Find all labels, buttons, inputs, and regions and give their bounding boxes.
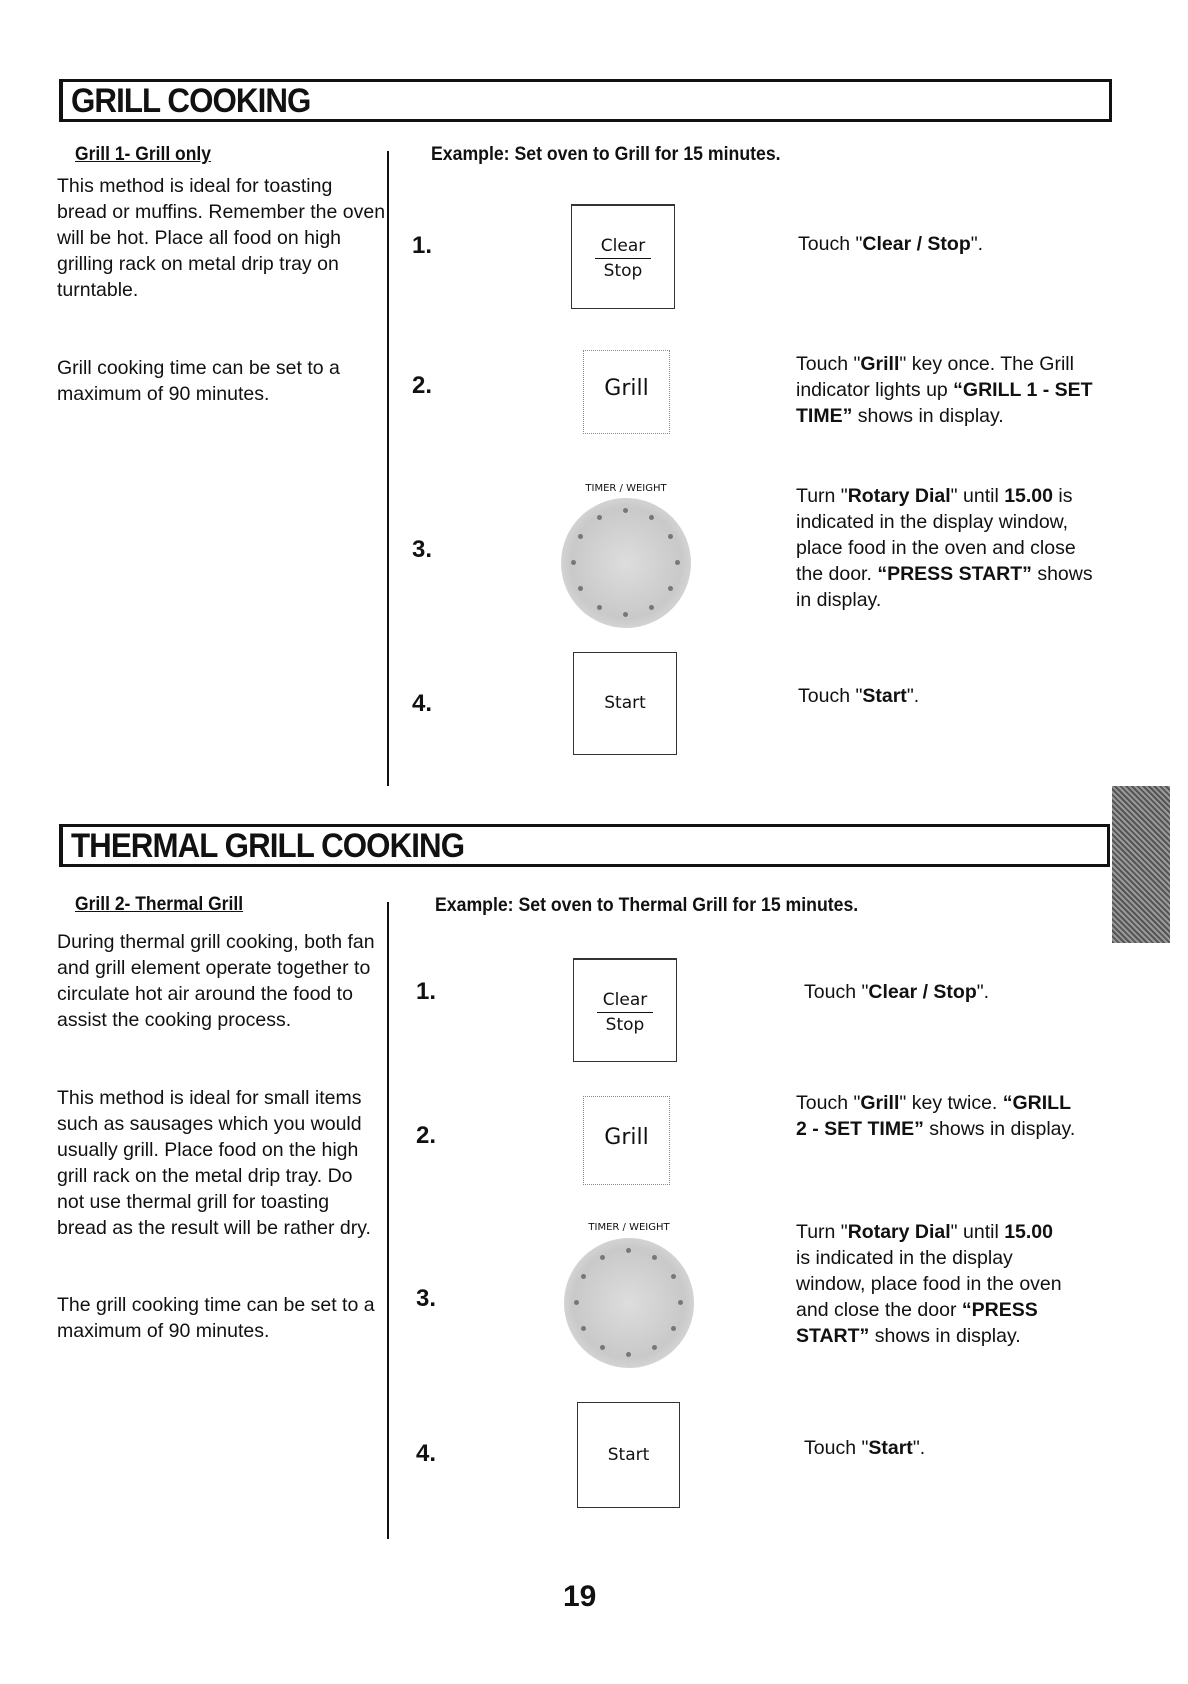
step-desc: Touch "Start". — [804, 1437, 926, 1459]
page-edge-tab — [1112, 786, 1170, 943]
example-heading: Example: Set oven to Grill for 15 minutes. — [431, 144, 781, 165]
step-number: 2. — [416, 1122, 437, 1149]
dial-dot — [581, 1326, 586, 1331]
dial-dot — [578, 534, 583, 539]
step-number: 2. — [412, 372, 433, 399]
dial-dot — [597, 605, 602, 610]
grill-key — [583, 350, 670, 434]
subheading: Grill 2- Thermal Grill — [75, 894, 244, 915]
paragraph: This method is ideal for small items such as sausages which you would usually grill. Place food on the high grill rack on the metal drip tray. Do not use thermal grill for toasting bread as the result will be rather dry. — [57, 1087, 371, 1239]
dial-dot — [649, 605, 654, 610]
dial-dot — [623, 508, 628, 513]
start-key — [573, 652, 677, 755]
dial-dot — [626, 1248, 631, 1253]
dial-dot — [671, 1326, 676, 1331]
step-number: 4. — [412, 690, 433, 717]
step-desc: Touch "Grill" key once. The Grill indicator lights up “GRILL 1 - SET TIME” shows in display. — [796, 353, 1093, 427]
dial-dot — [675, 560, 680, 565]
step-desc: Turn "Rotary Dial" until 15.00 is indicated in the display window, place food in the oven and close the door. “PRESS START” shows in display. — [796, 485, 1093, 611]
key-label: Start — [607, 1445, 650, 1465]
key-label: Start — [604, 693, 646, 713]
dial-label: TIMER / WEIGHT — [588, 1222, 670, 1233]
dial-dot — [626, 1352, 631, 1357]
step-desc: Touch "Start". — [798, 685, 920, 707]
paragraph: During thermal grill cooking, both fan and grill element operate together to circulate hot air around the food to assist the cooking process. — [57, 931, 375, 1031]
dial-dot — [623, 612, 628, 617]
section-header-thermal-grill — [59, 824, 1110, 867]
step-desc: Touch "Clear / Stop". — [798, 233, 984, 255]
dial-dot — [571, 560, 576, 565]
step-number: 1. — [412, 232, 433, 259]
dial-dot — [574, 1300, 579, 1305]
dial-dot — [668, 534, 673, 539]
step-number: 3. — [416, 1285, 437, 1312]
key-label: Stop — [605, 1015, 645, 1035]
dial-dot — [578, 586, 583, 591]
dial-dot — [597, 515, 602, 520]
dial-dot — [600, 1255, 605, 1260]
grill-key — [583, 1096, 670, 1185]
step-desc: Touch "Grill" key twice. “GRILL 2 - SET TIME” shows in display. — [796, 1092, 1076, 1140]
dial-dot — [581, 1274, 586, 1279]
key-label: Grill — [604, 1125, 649, 1150]
rotary-dial-icon — [561, 498, 691, 628]
divider — [387, 902, 389, 1539]
dial-dot — [600, 1345, 605, 1350]
dial-dot — [652, 1345, 657, 1350]
subheading: Grill 1- Grill only — [75, 144, 211, 165]
clear-stop-key — [571, 204, 675, 309]
start-key — [577, 1402, 680, 1508]
divider — [387, 151, 389, 786]
key-label: Clear — [595, 234, 651, 259]
step-desc: Touch "Clear / Stop". — [804, 981, 990, 1003]
key-label: Stop — [603, 261, 643, 281]
dial-dot — [678, 1300, 683, 1305]
dial-dot — [671, 1274, 676, 1279]
dial-label: TIMER / WEIGHT — [585, 483, 667, 494]
paragraph: Grill cooking time can be set to a maximum of 90 minutes. — [57, 357, 340, 405]
paragraph: This method is ideal for toasting bread or muffins. Remember the oven will be hot. Place all food on high grilling rack on metal drip tray on turntable. — [57, 175, 386, 301]
step-number: 4. — [416, 1440, 437, 1467]
key-label: Clear — [597, 988, 653, 1013]
step-number: 3. — [412, 536, 433, 563]
step-number: 1. — [416, 978, 437, 1005]
section-header-grill — [59, 79, 1112, 122]
dial-dot — [649, 515, 654, 520]
section-title: THERMAL GRILL COOKING — [71, 827, 465, 865]
clear-stop-key — [573, 958, 677, 1062]
key-label: Grill — [604, 376, 649, 401]
dial-dot — [652, 1255, 657, 1260]
section-title: GRILL COOKING — [71, 82, 311, 120]
paragraph: The grill cooking time can be set to a maximum of 90 minutes. — [57, 1294, 375, 1342]
page-number: 19 — [563, 1580, 597, 1613]
step-desc: Turn "Rotary Dial" until 15.00 is indicated in the display window, place food in the oven and close the door “PRESS START” shows in display. — [796, 1221, 1062, 1347]
rotary-dial-icon — [564, 1238, 694, 1368]
example-heading: Example: Set oven to Thermal Grill for 15 minutes. — [435, 895, 859, 916]
dial-dot — [668, 586, 673, 591]
